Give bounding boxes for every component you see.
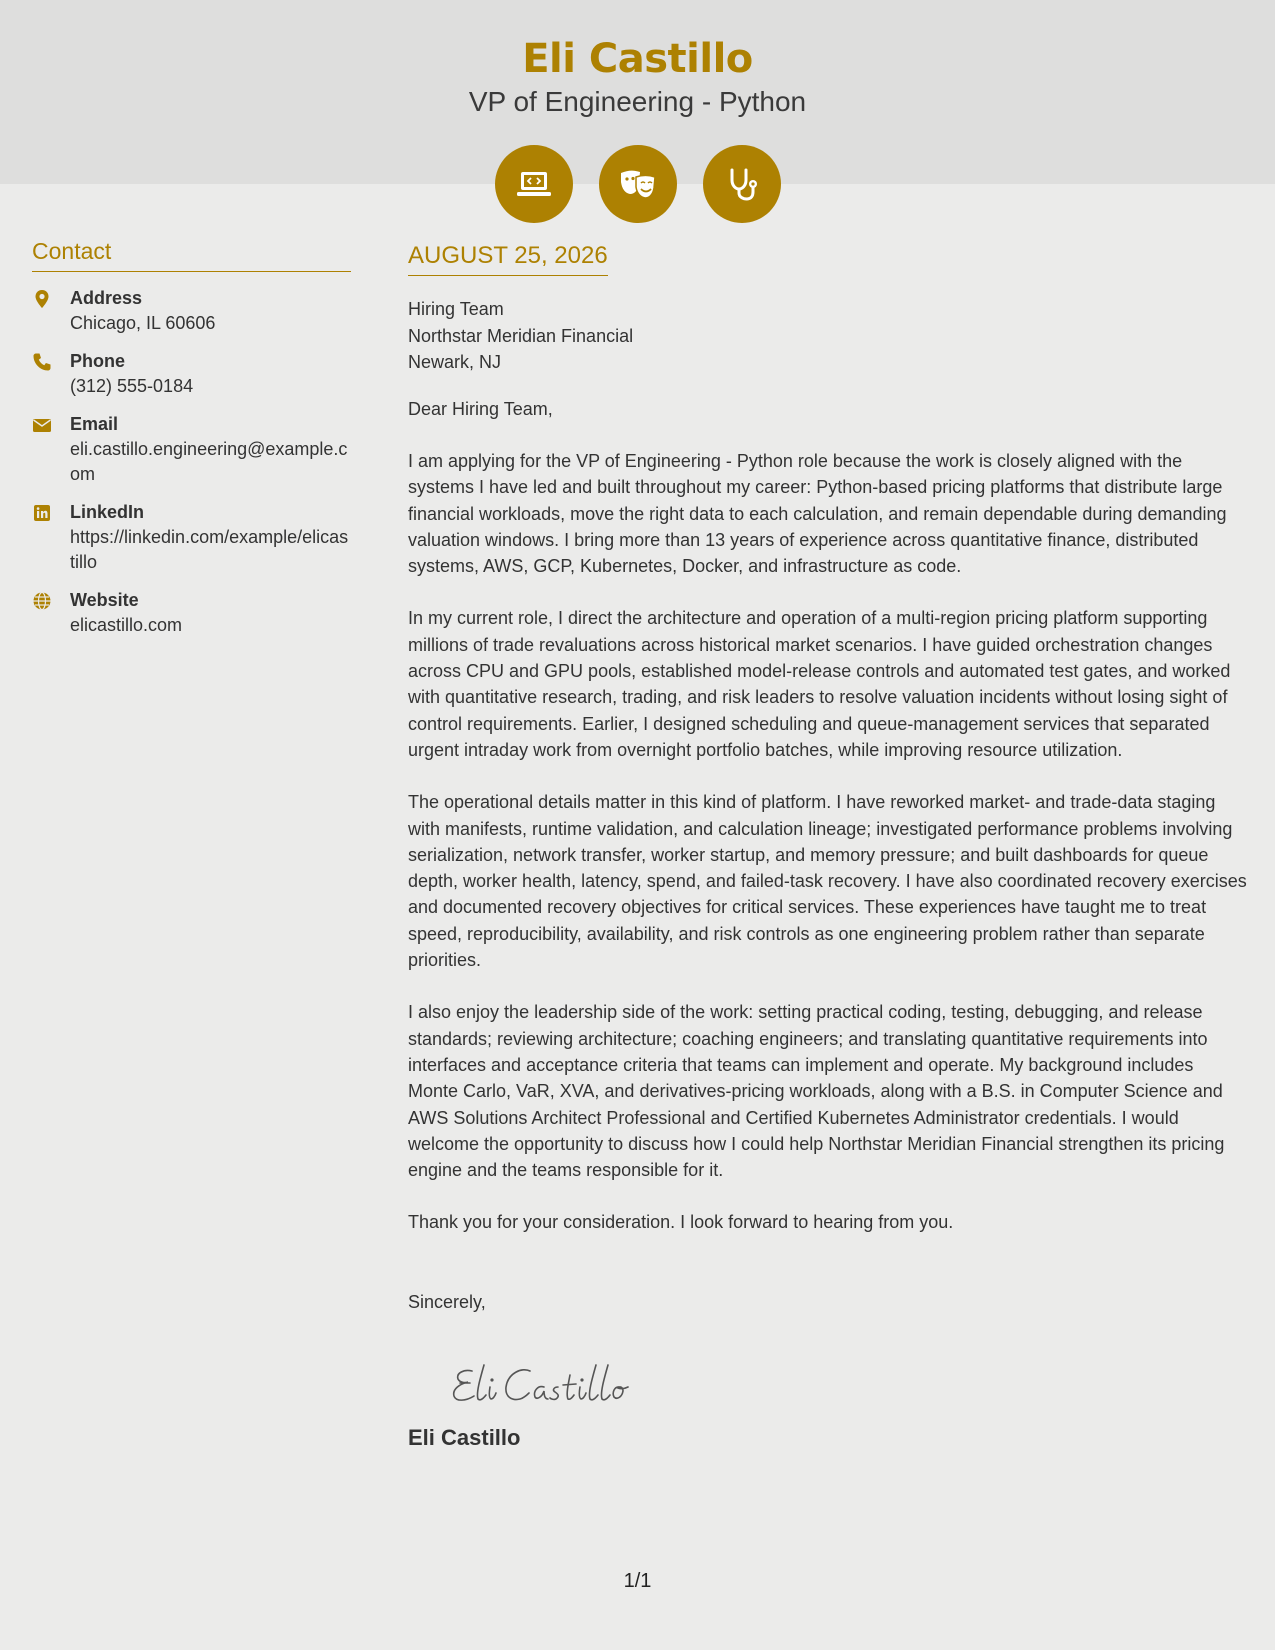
recipient-block: [408, 296, 1248, 376]
applicant-name: Eli Castillo: [522, 36, 753, 82]
contact-title: Contact: [32, 238, 351, 272]
closing: Sincerely,: [408, 1291, 486, 1312]
contact-label: Address: [70, 288, 143, 308]
letter-date: AUGUST 25, 2026: [408, 242, 608, 276]
laptop-code-icon: [495, 145, 573, 223]
applicant-role: VP of Engineering - Python: [468, 86, 807, 117]
map-pin-icon: [32, 286, 70, 336]
contact-value-phone: (312) 555-0184: [70, 376, 194, 396]
contact-value-website[interactable]: elicastillo.com: [70, 615, 183, 635]
contact-value-address: Chicago, IL 60606: [70, 313, 216, 333]
letter-body: [408, 242, 1248, 1451]
handwritten-signature: [448, 1353, 1248, 1413]
contact-value-email[interactable]: eli.castillo.engineering@example.com: [70, 439, 348, 484]
envelope-icon: [32, 412, 70, 487]
linkedin-icon: [32, 500, 70, 575]
header-icon-row: [0, 145, 1275, 223]
recipient-line: Hiring Team: [408, 299, 504, 319]
contact-item-website: [32, 588, 351, 638]
contact-item-email: [32, 412, 351, 487]
recipient-line: Northstar Meridian Financial: [408, 325, 634, 346]
contact-label: Website: [70, 590, 139, 610]
contact-label: Phone: [70, 351, 126, 371]
stethoscope-icon: [703, 145, 781, 223]
contact-item-address: [32, 286, 351, 336]
letter-paragraph: Thank you for your consideration. I look forward to hearing from you.: [408, 1212, 954, 1233]
signer-name: Eli Castillo: [408, 1424, 521, 1450]
theater-masks-icon: [599, 145, 677, 223]
letter-paragraph: I am applying for the VP of Engineering - Python role because the work is closely aligned with the systems I have led and built throughout my career: Python-based pricing platforms that distribute large financial workloads, move the right data to each calculation, and remain dependable during demanding valuation windows. I bring more than 13 years of experience across quantitative finance, distributed systems, AWS, GCP, Kubernetes, Docker, and infrastructure as code.: [408, 451, 1227, 577]
letter-paragraph: The operational details matter in this kind of platform. I have reworked market- and trade-data staging with manifests, runtime validation, and calculation lineage; investigated performance problems involving serialization, network transfer, worker startup, and memory pressure; and built dashboards for queue depth, worker health, latency, spend, and failed-task recovery. I have also coordinated recovery exercises and documented recovery objectives for critical services. These experiences have taught me to treat speed, reproducibility, availability, and risk controls as one engineering problem rather than separate priorities.: [408, 792, 1247, 971]
contact-item-phone: [32, 349, 351, 399]
page-number: 1/1: [623, 1570, 652, 1592]
phone-icon: [32, 349, 70, 399]
contact-label: LinkedIn: [70, 502, 145, 522]
globe-icon: [32, 588, 70, 638]
contact-label: Email: [70, 414, 119, 434]
salutation: Dear Hiring Team,: [408, 398, 553, 419]
contact-item-linkedin: [32, 500, 351, 575]
contact-value-linkedin[interactable]: https://linkedin.com/example/elicastillo: [70, 527, 349, 572]
contact-sidebar: [32, 238, 351, 651]
recipient-line: Newark, NJ: [408, 352, 502, 372]
letter-paragraph: I also enjoy the leadership side of the work: setting practical coding, testing, debugging, and release standards; reviewing architecture; coaching engineers; and translating quantitative requirements into interfaces and acceptance criteria that teams can implement and operate. My background includes Monte Carlo, VaR, XVA, and derivatives-pricing workloads, along with a B.S. in Computer Science and AWS Solutions Architect Professional and Certified Kubernetes Administrator credentials. I would welcome the opportunity to discuss how I could help Northstar Meridian Financial strengthen its pricing engine and the teams responsible for it.: [408, 1002, 1225, 1181]
letter-paragraph: In my current role, I direct the architecture and operation of a multi-region pricing platform supporting millions of trade revaluations across historical market scenarios. I have guided orchestration changes across CPU and GPU pools, established model-release controls and automated test gates, and worked with quantitative research, trading, and risk leaders to resolve valuation incidents without losing sight of control requirements. Earlier, I designed scheduling and queue-management services that separated urgent intraday work from overnight portfolio batches, while improving resource utilization.: [408, 608, 1231, 760]
